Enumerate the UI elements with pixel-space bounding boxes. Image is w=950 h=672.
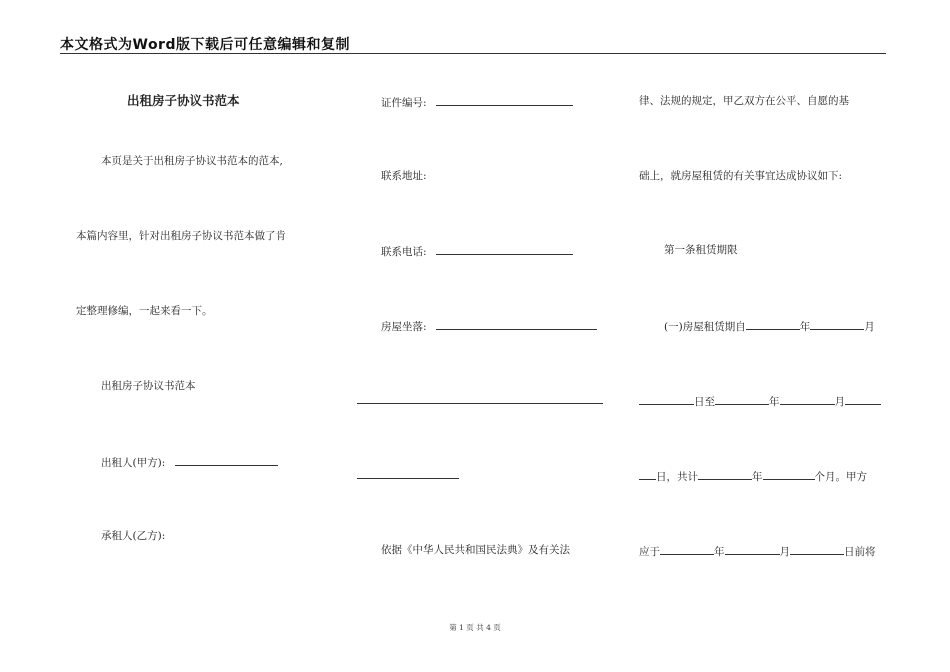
lease-term-label: (一)房屋租赁期自: [664, 321, 746, 333]
intro-line-3: 定整理修编，一起来看一下。: [76, 305, 213, 317]
total-year-blank[interactable]: [698, 468, 752, 480]
end-month-blank[interactable]: [780, 393, 835, 405]
year-label-4: 年: [714, 546, 725, 558]
location-blank[interactable]: [436, 318, 597, 330]
year-label-2: 年: [769, 396, 780, 408]
month-label: 月: [864, 321, 875, 333]
legal-basis-line: 依据《中华人民共和国民法典》及有关法: [381, 544, 570, 556]
location-field: [381, 318, 597, 334]
day-before-label: 日前将: [844, 546, 876, 558]
end-day-blank-2[interactable]: [639, 468, 656, 480]
start-day-blank[interactable]: [639, 393, 694, 405]
end-day-blank[interactable]: [845, 393, 881, 405]
clause-line-1: 律、法规的规定，甲乙双方在公平、自愿的基: [639, 95, 849, 107]
year-label: 年: [799, 321, 811, 333]
should-label: 应于: [639, 546, 660, 558]
deliver-day-blank[interactable]: [790, 543, 844, 555]
location-label: 房屋坐落:: [381, 321, 427, 333]
lease-term-line-2: [639, 393, 881, 409]
lease-term-line-3: [639, 468, 867, 484]
end-year-blank[interactable]: [715, 393, 769, 405]
year-label-3: 年: [752, 471, 763, 483]
header-title: 本文格式为Word版下载后可任意编辑和复制: [60, 37, 350, 53]
phone-blank[interactable]: [436, 243, 573, 255]
intro-line-2: 本篇内容里，针对出租房子协议书范本做了肯: [76, 230, 286, 242]
month-label-2: 月: [834, 396, 845, 408]
lessor-label: 出租人(甲方):: [101, 457, 166, 469]
document-title: 出租房子协议书范本: [127, 93, 240, 108]
month-label-4: 月: [779, 546, 790, 558]
intro-line-1: 本页是关于出租房子协议书范本的范本,: [101, 155, 283, 167]
start-year-blank[interactable]: [746, 318, 800, 330]
id-number-label: 证件编号:: [381, 97, 427, 109]
location-blank-line-2[interactable]: [357, 403, 603, 404]
day-to-label: 日至: [694, 396, 715, 408]
lessee-label: 承租人(乙方):: [101, 530, 166, 542]
day-total-label: 日，共计: [656, 471, 698, 483]
page-header: [60, 34, 886, 54]
deliver-year-blank[interactable]: [660, 543, 714, 555]
phone-field: [381, 243, 573, 259]
location-blank-line-3[interactable]: [357, 478, 459, 479]
lease-term-line-4: [639, 543, 876, 559]
start-month-blank[interactable]: [810, 318, 864, 330]
lessor-field: [101, 454, 278, 470]
total-month-blank[interactable]: [763, 468, 815, 480]
months-party-label: 个月。甲方: [814, 471, 867, 483]
page-footer: 第 1 页 共 4 页: [449, 623, 501, 632]
lessor-blank[interactable]: [175, 454, 278, 466]
address-label: 联系地址:: [381, 170, 427, 182]
lease-term-line-1: [664, 318, 875, 334]
clause-line-2: 础上，就房屋租赁的有关事宜达成协议如下:: [639, 170, 843, 182]
article-1-heading: 第一条租赁期限: [664, 244, 738, 256]
id-number-blank[interactable]: [436, 94, 573, 106]
id-number-field: [381, 94, 573, 110]
agreement-subtitle: 出租房子协议书范本: [101, 380, 196, 392]
phone-label: 联系电话:: [381, 246, 427, 258]
deliver-month-blank[interactable]: [725, 543, 780, 555]
